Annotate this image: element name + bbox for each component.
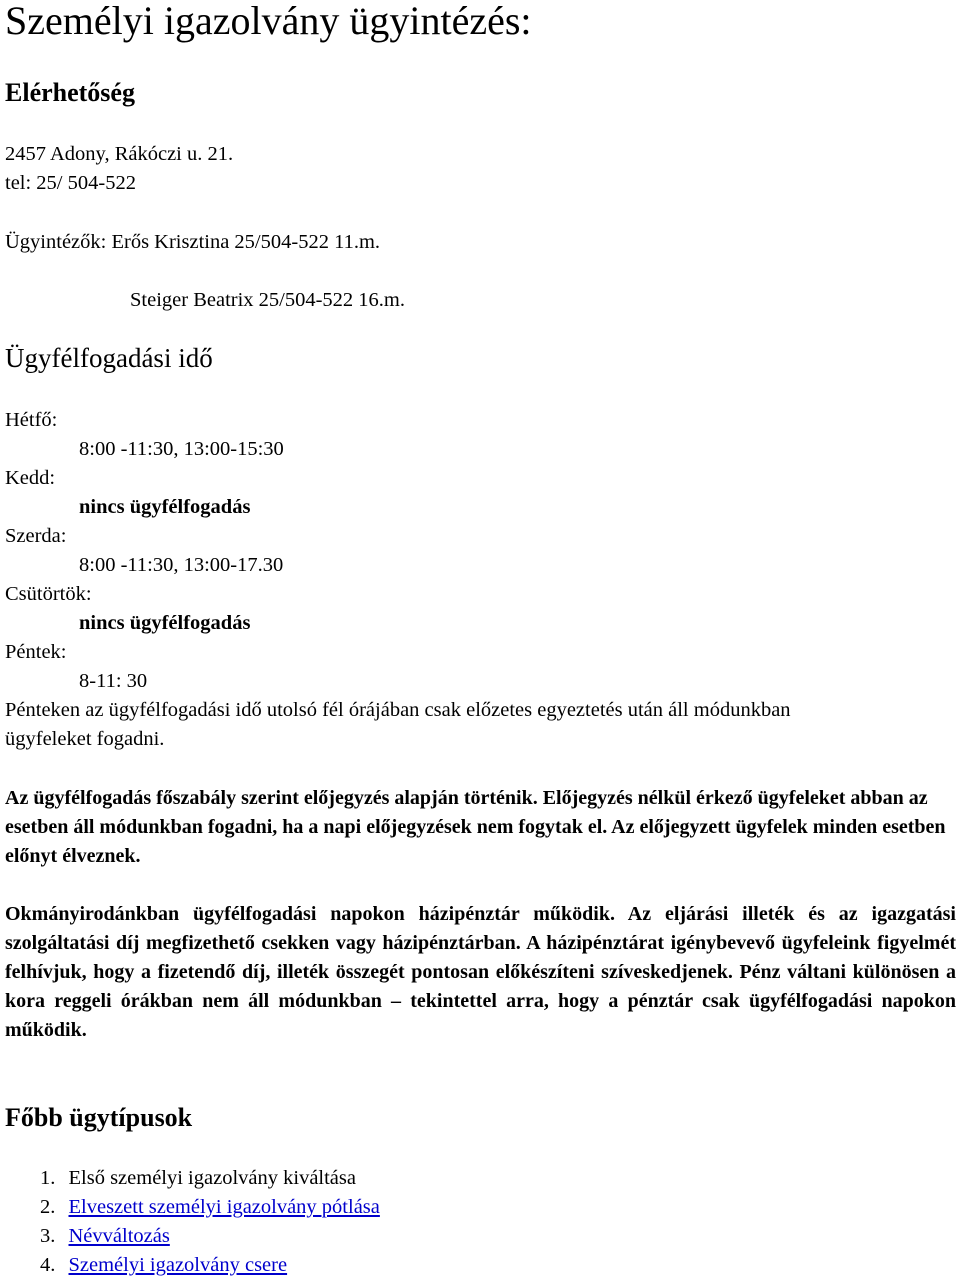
list-item (40, 1251, 287, 1280)
list-number: 1. (40, 1167, 56, 1189)
case-types-heading: Főbb ügytípusok (5, 1103, 193, 1132)
day-label: Hétfő: (5, 409, 58, 431)
friday-note: Pénteken az ügyfélfogadási idő utolsó fél órájában csak előzetes egyeztetés után áll módunkban ügyfeleket fogadni. (5, 699, 791, 750)
list-number: 4. (40, 1254, 56, 1276)
id-card-exchange-link[interactable]: Személyi igazolvány csere (68, 1254, 288, 1276)
hours-heading: Ügyfélfogadási idő (5, 343, 213, 373)
list-number: 3. (40, 1225, 56, 1247)
day-hours: 8:00 -11:30, 13:00-17.30 (79, 554, 284, 576)
list-item (40, 1164, 356, 1193)
day-label: Szerda: (5, 525, 67, 547)
page-title: Személyi igazolvány ügyintézés: (5, 0, 532, 43)
appointment-notice: Az ügyfélfogadás főszabály szerint előjegyzés alapján történik. Előjegyzés nélkül érkező ügyfeleket abban az esetben áll módunkban fogadni, ha a napi előjegyzések nem fogytak el. Az előjegyzett ügyfelek minden esetben előnyt élveznek. (5, 787, 946, 867)
case-type-label: Első személyi igazolvány kiváltása (68, 1167, 356, 1189)
address-text: 2457 Adony, Rákóczi u. 21. (5, 143, 234, 165)
list-item (40, 1193, 380, 1222)
phone-text: tel: 25/ 504-522 (5, 172, 136, 194)
clerks-line-1: Ügyintézők: Erős Krisztina 25/504-522 11.m. (5, 231, 381, 253)
day-label: Csütörtök: (5, 583, 92, 605)
name-change-link[interactable]: Névváltozás (68, 1225, 170, 1247)
day-hours: nincs ügyfélfogadás (79, 496, 251, 518)
contact-heading: Elérhetőség (5, 78, 135, 107)
day-label: Péntek: (5, 641, 67, 663)
list-item (40, 1222, 170, 1251)
list-number: 2. (40, 1196, 56, 1218)
lost-id-replacement-link[interactable]: Elveszett személyi igazolvány pótlása (68, 1196, 380, 1218)
cashier-notice: Okmányirodánkban ügyfélfogadási napokon házipénztár működik. Az eljárási illeték és az igazgatási szolgáltatási díj megfizethető csekken vagy házipénztárban. A házipénztárat igénybevevő ügyfeleink figyelmét felhívjuk, hogy a fizetendő díj, illeték összegét pontosan előkészíteni szíveskedjenek. Pénz váltani különösen a kora reggeli órákban nem áll módunkban – tekintettel arra, hogy a pénztár csak ügyfélfogadási napokon működik. (5, 903, 956, 1041)
clerks-line-2: Steiger Beatrix 25/504-522 16.m. (130, 289, 405, 311)
day-hours: 8:00 -11:30, 13:00-15:30 (79, 438, 284, 460)
day-hours: 8-11: 30 (79, 670, 148, 692)
day-label: Kedd: (5, 467, 56, 489)
day-hours: nincs ügyfélfogadás (79, 612, 251, 634)
